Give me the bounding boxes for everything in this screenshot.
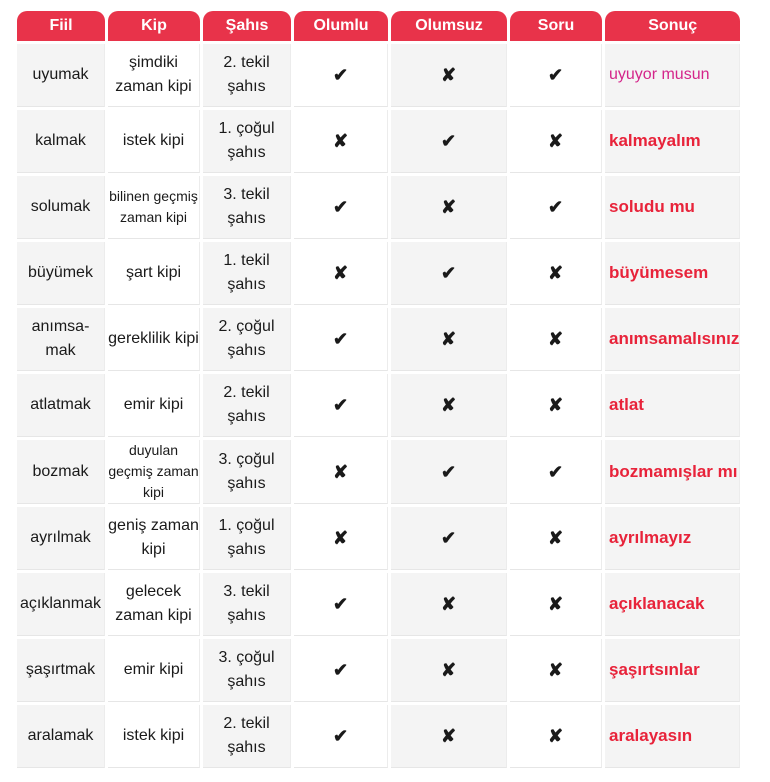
cross-icon: ✘: [510, 242, 602, 305]
table-row: [17, 374, 740, 437]
cross-icon: ✘: [294, 440, 388, 504]
cell-sonuc: bozmamışlar mı: [605, 440, 740, 504]
cross-icon: ✘: [391, 573, 507, 636]
cell-sonuc: açıklanacak: [605, 573, 740, 636]
cell-fiil: şaşırtmak: [17, 639, 105, 702]
check-icon: ✔: [294, 44, 388, 107]
cell-fiil: solumak: [17, 176, 105, 239]
cell-sahis: 2. çoğul şahıs: [203, 308, 291, 371]
cross-icon: ✘: [510, 573, 602, 636]
cross-icon: ✘: [391, 705, 507, 768]
cell-fiil: uyumak: [17, 44, 105, 107]
cross-icon: ✘: [391, 176, 507, 239]
cell-kip: şimdiki zaman kipi: [108, 44, 200, 107]
header-olumsuz: Olumsuz: [391, 11, 507, 41]
cell-sahis: 2. tekil şahıs: [203, 44, 291, 107]
cell-kip: duyulan geçmiş zaman kipi: [108, 440, 200, 504]
table-row: [17, 507, 740, 570]
cell-kip: gereklilik kipi: [108, 308, 200, 371]
cell-sahis: 3. tekil şahıs: [203, 573, 291, 636]
header-kip: Kip: [108, 11, 200, 41]
cell-sonuc: şaşırtsınlar: [605, 639, 740, 702]
cross-icon: ✘: [510, 110, 602, 173]
cell-sahis: 1. çoğul şahıs: [203, 110, 291, 173]
check-icon: ✔: [510, 440, 602, 504]
cell-sonuc: aralayasın: [605, 705, 740, 768]
cell-kip: geniş zaman kipi: [108, 507, 200, 570]
cross-icon: ✘: [391, 374, 507, 437]
cell-sahis: 3. tekil şahıs: [203, 176, 291, 239]
cross-icon: ✘: [391, 44, 507, 107]
table-row: [17, 639, 740, 702]
header-sonuc: Sonuç: [605, 11, 740, 41]
cross-icon: ✘: [510, 374, 602, 437]
cell-sonuc: kalmayalım: [605, 110, 740, 173]
cell-kip: emir kipi: [108, 374, 200, 437]
check-icon: ✔: [294, 374, 388, 437]
header-olumlu: Olumlu: [294, 11, 388, 41]
cross-icon: ✘: [294, 242, 388, 305]
cell-sonuc: anımsamalısınız: [605, 308, 740, 371]
cell-fiil: ayrılmak: [17, 507, 105, 570]
cell-fiil: atlatmak: [17, 374, 105, 437]
cell-sahis: 1. çoğul şahıs: [203, 507, 291, 570]
header-row: [17, 11, 740, 41]
cell-sonuc: soludu mu: [605, 176, 740, 239]
cell-sonuc: ayrılmayız: [605, 507, 740, 570]
table-row: [17, 242, 740, 305]
cell-kip: istek kipi: [108, 110, 200, 173]
cell-kip: bilinen geçmiş zaman kipi: [108, 176, 200, 239]
check-icon: ✔: [391, 507, 507, 570]
table-body: [17, 44, 740, 768]
table-row: [17, 308, 740, 371]
cell-kip: şart kipi: [108, 242, 200, 305]
cell-sahis: 3. çoğul şahıs: [203, 440, 291, 504]
cell-sahis: 1. tekil şahıs: [203, 242, 291, 305]
cell-fiil: anımsa-mak: [17, 308, 105, 371]
cell-sonuc: büyümesem: [605, 242, 740, 305]
verb-conjugation-table: [14, 8, 743, 771]
table-row: [17, 110, 740, 173]
check-icon: ✔: [294, 308, 388, 371]
table-row: [17, 44, 740, 107]
table-row: [17, 705, 740, 768]
cell-kip: istek kipi: [108, 705, 200, 768]
cell-fiil: açıklanmak: [17, 573, 105, 636]
cross-icon: ✘: [510, 705, 602, 768]
cell-sahis: 2. tekil şahıs: [203, 374, 291, 437]
check-icon: ✔: [294, 573, 388, 636]
cross-icon: ✘: [510, 507, 602, 570]
cross-icon: ✘: [510, 639, 602, 702]
cell-sonuc: atlat: [605, 374, 740, 437]
table-row: [17, 573, 740, 636]
cell-kip: gelecek zaman kipi: [108, 573, 200, 636]
cell-fiil: kalmak: [17, 110, 105, 173]
table-row: [17, 176, 740, 239]
cell-sahis: 3. çoğul şahıs: [203, 639, 291, 702]
check-icon: ✔: [391, 110, 507, 173]
cell-fiil: aralamak: [17, 705, 105, 768]
check-icon: ✔: [510, 44, 602, 107]
check-icon: ✔: [294, 639, 388, 702]
cross-icon: ✘: [391, 639, 507, 702]
header-fiil: Fiil: [17, 11, 105, 41]
table-row: [17, 440, 740, 504]
cell-kip: emir kipi: [108, 639, 200, 702]
cell-sahis: 2. tekil şahıs: [203, 705, 291, 768]
cell-sonuc: uyuyor musun: [605, 44, 740, 107]
check-icon: ✔: [391, 242, 507, 305]
header-sahis: Şahıs: [203, 11, 291, 41]
cross-icon: ✘: [294, 110, 388, 173]
header-soru: Soru: [510, 11, 602, 41]
cross-icon: ✘: [510, 308, 602, 371]
cell-fiil: bozmak: [17, 440, 105, 504]
cross-icon: ✘: [391, 308, 507, 371]
check-icon: ✔: [294, 176, 388, 239]
check-icon: ✔: [294, 705, 388, 768]
check-icon: ✔: [510, 176, 602, 239]
cell-fiil: büyümek: [17, 242, 105, 305]
check-icon: ✔: [391, 440, 507, 504]
cross-icon: ✘: [294, 507, 388, 570]
